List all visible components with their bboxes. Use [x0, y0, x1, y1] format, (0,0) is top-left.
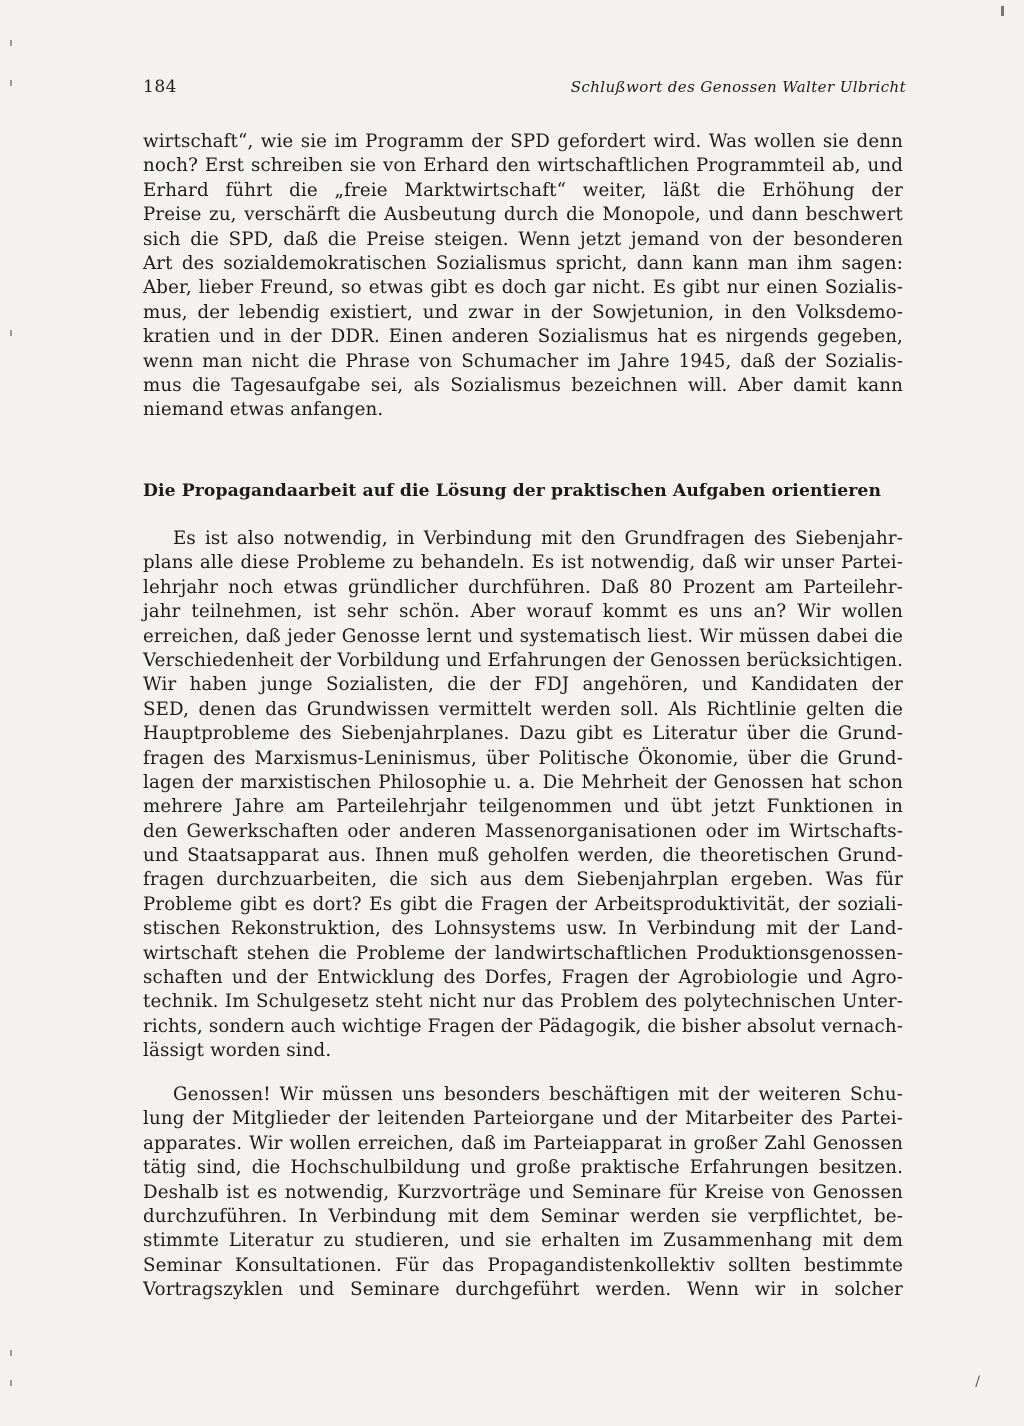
text-line: Art des sozialdemokratischen Sozialismus spricht, dann kann man ihm sagen:: [143, 252, 903, 274]
paragraph-1: [143, 130, 903, 423]
text-line: schaften und der Entwicklung des Dorfes, Fragen der Agrobiologie und Agro-: [143, 967, 903, 989]
text-line: wirtschaft“, wie sie im Programm der SPD gefordert wird. Was wollen sie denn: [143, 131, 903, 152]
text-line: wenn man nicht die Phrase von Schumacher im Jahre 1945, daß der Sozialis-: [143, 350, 903, 372]
text-line: mus, der lebendig existiert, und zwar in der Sowjetunion, in den Volksdemo-: [143, 301, 903, 323]
text-line: jahr teilnehmen, ist sehr schön. Aber worauf kommt es uns an? Wir wollen: [143, 601, 903, 623]
text-line: fragen des Marxismus-Leninismus, über Politische Ökonomie, über die Grund-: [143, 747, 903, 769]
text-line: Probleme gibt es dort? Es gibt die Fragen der Arbeitsproduktivität, der soziali-: [143, 893, 903, 915]
text-line: lung der Mitglieder der leitenden Parteiorgane und der Mitarbeiter des Partei-: [143, 1108, 903, 1130]
text-line: den Gewerkschaften oder anderen Massenorganisationen oder im Wirtschafts-: [143, 820, 903, 842]
margin-ticks: [10, 30, 14, 1400]
text-line: Preise zu, verschärft die Ausbeutung durch die Monopole, und dann beschwert: [143, 204, 903, 226]
text-line: stimmte Literatur zu studieren, und sie erhalten im Zusammenhang mit dem: [143, 1230, 903, 1252]
section-heading: Die Propagandaarbeit auf die Lösung der praktischen Aufgaben orientieren: [143, 481, 882, 501]
text-line: noch? Erst schreiben sie von Erhard den wirtschaftlichen Programmteil ab, und: [143, 155, 903, 177]
text-line: und Staatsapparat aus. Ihnen muß geholfen werden, die theoretischen Grund-: [143, 845, 903, 867]
text-line: lagen der marxistischen Philosophie u. a. Die Mehrheit der Genossen hat schon: [143, 771, 903, 793]
scan-slash-mark: /: [975, 1374, 980, 1390]
text-line: tätig sind, die Hochschulbildung und große praktische Erfahrungen besitzen.: [143, 1157, 903, 1179]
text-line: niemand etwas anfangen.: [143, 399, 384, 421]
text-line: kratien und in der DDR. Einen anderen Sozialismus hat es nirgends gegeben,: [143, 326, 903, 348]
text-line: Vortragszyklen und Seminare durchgeführt werden. Wenn wir in solcher: [143, 1279, 903, 1301]
text-line: Seminar Konsultationen. Für das Propagandistenkollektiv sollten bestimmte: [143, 1254, 903, 1276]
text-line: Genossen! Wir müssen uns besonders beschäftigen mit der weiteren Schu-: [173, 1084, 903, 1105]
running-head: Schlußwort des Genossen Walter Ulbricht: [570, 78, 906, 96]
text-line: SED, denen das Grundwissen vermittelt werden soll. Als Richtlinie gelten die: [143, 698, 903, 720]
paragraph-3: [143, 1083, 903, 1303]
text-line: apparates. Wir wollen erreichen, daß im Parteiapparat in großer Zahl Genossen: [143, 1132, 903, 1154]
text-line: mehrere Jahre am Parteilehrjahr teilgenommen und übt jetzt Funktionen in: [143, 796, 903, 818]
text-line: stischen Rekonstruktion, des Lohnsystems usw. In Verbindung mit der Land-: [143, 918, 903, 940]
text-line: sich die SPD, daß die Preise steigen. Wenn jetzt jemand von der besonderen: [143, 228, 903, 250]
text-line: lässigt worden sind.: [143, 1040, 332, 1062]
text-line: Hauptprobleme des Siebenjahrplanes. Dazu gibt es Literatur über die Grund-: [143, 723, 903, 745]
text-line: fragen durchzuarbeiten, die sich aus dem Siebenjahrplan ergeben. Was für: [143, 869, 903, 891]
text-line: wirtschaft stehen die Probleme der landwirtschaftlichen Produktionsgenossen-: [143, 942, 903, 964]
text-line: plans alle diese Probleme zu behandeln. Es ist notwendig, daß wir unser Partei-: [143, 552, 903, 574]
text-line: lehrjahr noch etwas gründlicher durchführen. Daß 80 Prozent am Parteilehr-: [143, 576, 903, 598]
text-line: technik. Im Schulgesetz steht nicht nur das Problem des polytechnischen Unter-: [143, 991, 903, 1013]
text-line: Erhard führt die „freie Marktwirtschaft“ weiter, läßt die Erhöhung der: [143, 179, 903, 201]
text-line: erreichen, daß jeder Genosse lernt und systematisch liest. Wir müssen dabei die: [143, 625, 903, 647]
text-line: Deshalb ist es notwendig, Kurzvorträge und Seminare für Kreise von Genossen: [143, 1181, 903, 1203]
text-line: mus die Tagesaufgabe sei, als Sozialismus bezeichnen will. Aber damit kann: [143, 374, 903, 396]
paragraph-2: [143, 527, 903, 1064]
page-number: 184: [143, 77, 177, 97]
text-line: Aber, lieber Freund, so etwas gibt es doch gar nicht. Es gibt nur einen Sozialis-: [143, 277, 903, 299]
text-line: Es ist also notwendig, in Verbindung mit den Grundfragen des Siebenjahr-: [173, 528, 903, 549]
text-line: durchzuführen. In Verbindung mit dem Seminar werden sie verpflichtet, be-: [143, 1205, 903, 1227]
text-line: richts, sondern auch wichtige Fragen der Pädagogik, die bisher absolut vernach-: [143, 1015, 903, 1037]
text-line: Wir haben junge Sozialisten, die der FDJ angehören, und Kandidaten der: [143, 674, 903, 696]
text-line: Verschiedenheit der Vorbildung und Erfahrungen der Genossen berücksichtigen.: [143, 649, 903, 671]
scan-corner-mark: [1001, 6, 1004, 16]
